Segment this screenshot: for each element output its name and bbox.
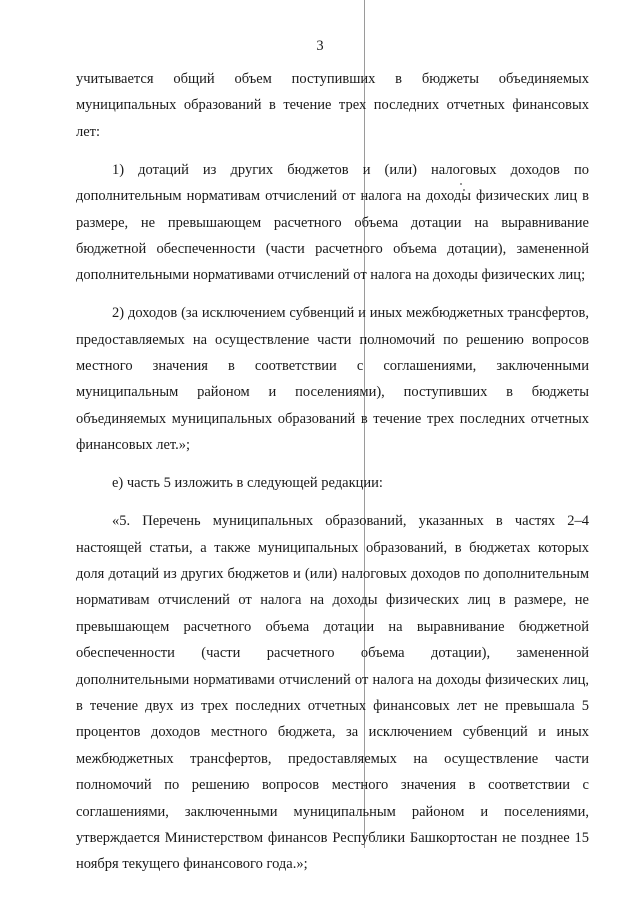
paragraph-item-2: 2) доходов (за исключением субвенций и иных межбюджетных трансфертов, предоставляемых на осуществление части полномочий по решению вопросов местного значения в соответствии с соглашениями, заключенными муниципальным районом и поселениями), поступивших в бюджеты объединяемых муниципальных образований в течение трех последних отчетных финансовых лет.»;: [76, 305, 589, 454]
paragraph-subpoint-e: е) часть 5 изложить в следующей редакции:: [112, 475, 383, 492]
paragraph-part-5: «5. Перечень муниципальных образований, указанных в частях 2–4 настоящей статьи, а также муниципальных образований, в бюджетах которых доля дотаций из других бюджетов и (или) налоговых доходов по дополнительным нормативам отчислений от налога на доходы физических лиц в размере, не превышающем расчетного объема дотации на выравнивание бюджетной обеспеченности (части расчетного объема дотации), замененной дополнительными нормативами отчислений от налога на доходы физических лиц, в течение двух из трех последних отчетных финансовых лет не превышала 5 процентов доходов местного бюджета, за исключением субвенций и иных межбюджетных трансфертов, предоставляемых на осуществление части полномочий по решению вопросов местного значения в соответствии с соглашениями, заключенными муниципальным районом и поселениями, утверждается Министерством финансов Республики Башкортостан не позднее 15 ноября текущего финансового года.»;: [76, 513, 589, 873]
paragraph-item-1: 1) дотаций из других бюджетов и (или) налоговых доходов по дополнительным нормативам отчислений от налога на доходы физических лиц в размере, не превышающем расчетного объема дотации на выравнивание бюджетной обеспеченности (части расчетного объема дотации), замененной дополнительными нормативами отчислений от налога на доходы физических лиц;: [76, 161, 589, 284]
page-number: 3: [316, 38, 324, 54]
document-body: [76, 66, 589, 889]
paragraph-continuation: учитывается общий объем поступивших в бюджеты объединяемых муниципальных образований в течение трех последних отчетных финансовых лет:: [76, 71, 589, 140]
